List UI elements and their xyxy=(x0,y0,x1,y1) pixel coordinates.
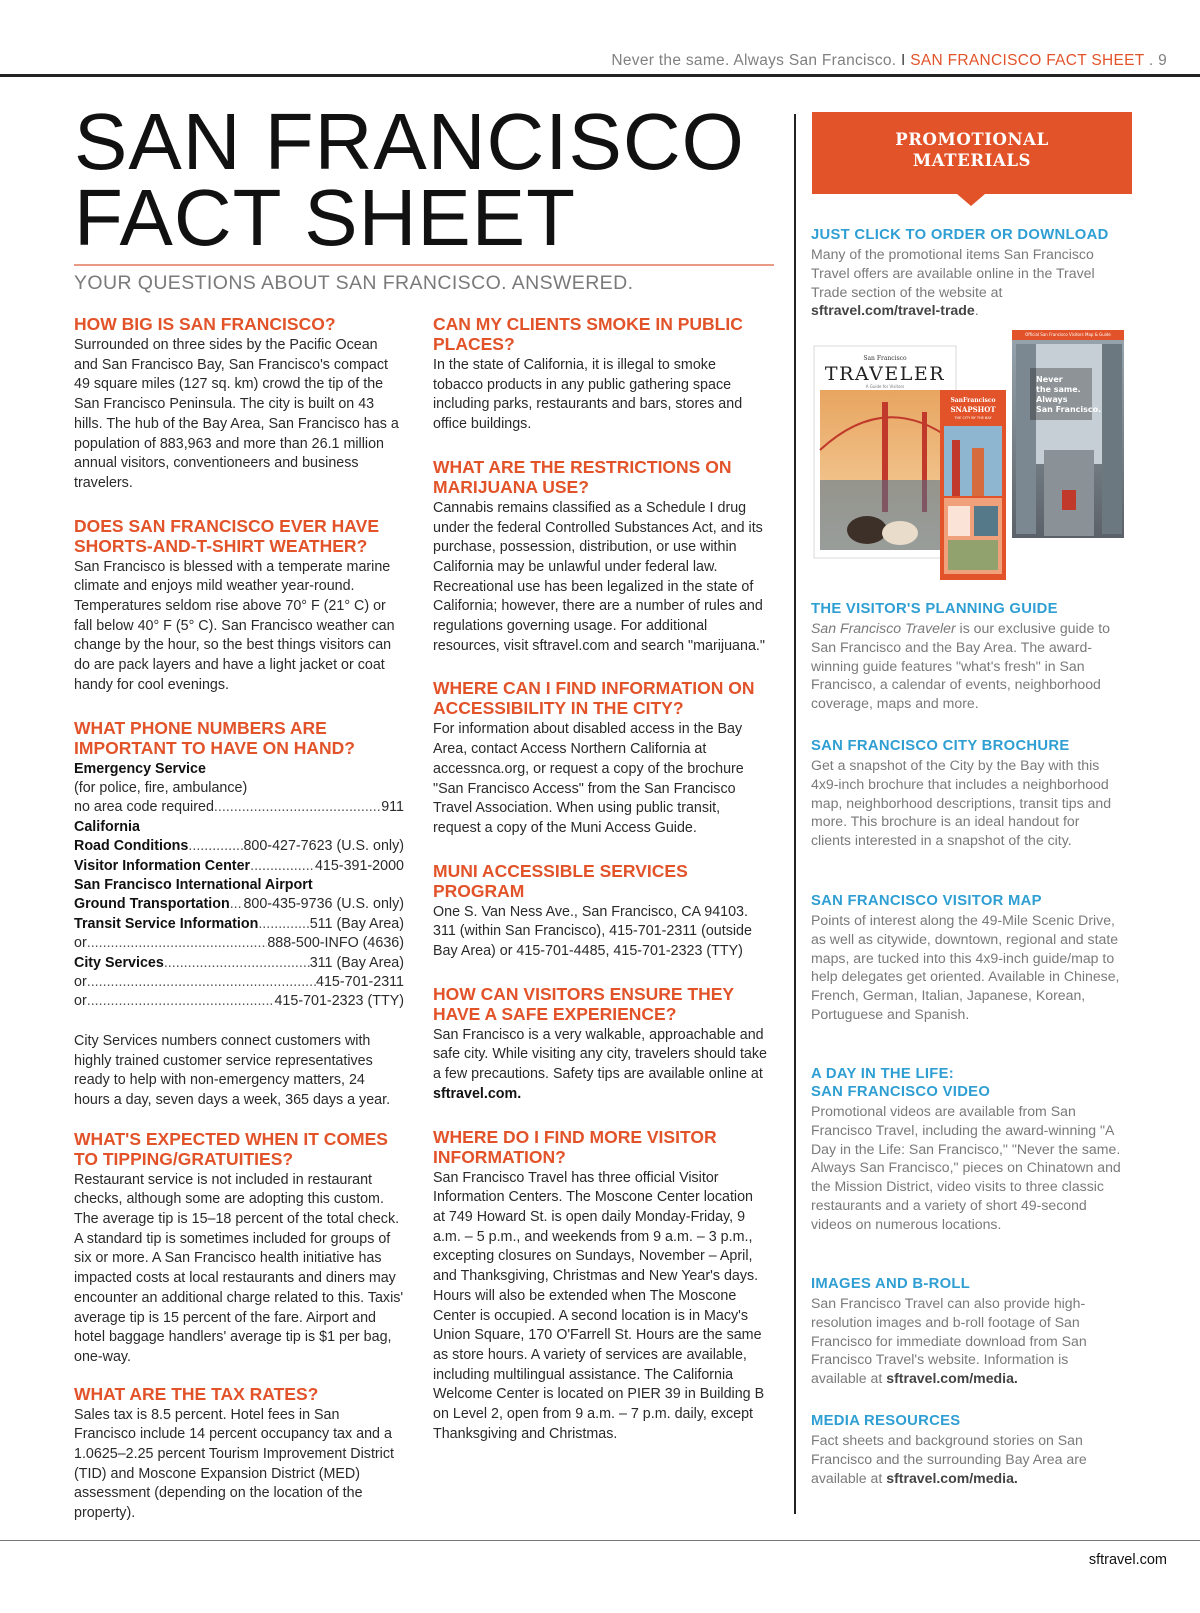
traveler-small: San Francisco xyxy=(863,355,907,362)
page-title xyxy=(74,97,745,262)
faq-question: CAN MY CLIENTS SMOKE IN PUBLIC PLACES? xyxy=(433,314,743,354)
phone-number: 311 (Bay Area) xyxy=(309,954,404,971)
phone-label: Road Conditions xyxy=(74,838,189,855)
phone-row xyxy=(74,934,404,953)
faq-question: WHERE CAN I FIND INFORMATION ON ACCESSIBILITY IN THE CITY? xyxy=(433,678,755,719)
map-tag-3: Always xyxy=(1036,395,1068,404)
side-heading: MEDIA RESOURCES xyxy=(811,1413,961,1429)
side-heading: SAN FRANCISCO VIDEO xyxy=(811,1084,991,1100)
faq-tipping xyxy=(74,1129,404,1368)
phone-row xyxy=(74,857,404,876)
faq-question: WHERE DO I FIND MORE VISITOR INFORMATION? xyxy=(433,1126,717,1167)
faq-question: WHAT ARE THE TAX RATES? xyxy=(74,1383,319,1404)
faq-accessibility xyxy=(433,678,767,838)
faq-answer: In the state of California, it is illegal to smoke tobacco products in any public gathering space including parks, restaurants and bars, stores and office buildings. xyxy=(433,357,743,433)
promo-covers-image xyxy=(812,330,1132,592)
traveler-name: San Francisco Traveler xyxy=(811,620,956,636)
side-text-end: . xyxy=(974,302,979,319)
side-text xyxy=(811,1294,1121,1388)
faq-answer: Sales tax is 8.5 percent. Hotel fees in San Francisco include 14 percent occupancy tax and a 1.0625–2.25 percent Tourism Improvement District (TID) and Moscone Expansion District (MED) assessment (depending on the location of the property). xyxy=(74,1406,394,1522)
faq-answer: Surrounded on three sides by the Pacific Ocean and San Francisco Bay, San Francisco's compact 49 square miles (127 sq. km) crowd the tip of the San Francisco Peninsula. The city is built on 43 hills. The hub of the Bay Area, San Francisco has a population of 883,963 and more than 26.1 million annual visitors, conventioneers and business travelers. xyxy=(74,337,399,491)
side-text-body: San Francisco Travel can also provide high-resolution images and b-roll footage of San Francisco for immediate download from San Francisco Travel's website. Information is available at xyxy=(811,1295,1087,1387)
traveler-cover xyxy=(814,346,956,558)
phone-row xyxy=(74,973,404,992)
phone-number: 911 xyxy=(381,799,404,816)
side-heading: SAN FRANCISCO VISITOR MAP xyxy=(811,893,1042,909)
snapshot-brand: SanFrancisco xyxy=(950,397,996,404)
side-text-body: Fact sheets and background stories on San Francisco and the surrounding Bay Area are available at xyxy=(811,1432,1087,1486)
snapshot-title: SNAPSHOT xyxy=(950,405,996,414)
phone-number: 415-701-2323 (TTY) xyxy=(274,993,404,1010)
faq-safety xyxy=(433,984,767,1105)
phone-row xyxy=(74,992,404,1011)
faq-answer-text: San Francisco is a very walkable, approachable and safe city. While visiting any city, travelers should take a few precautions. Safety tips are available online at xyxy=(433,1026,767,1083)
page-number: . 9 xyxy=(1148,52,1167,69)
faq-answer: San Francisco Travel has three official Visitor Information Centers. The Moscone Center location at 749 Howard St. is open daily Monday-Friday, 9 a.m. – 5 p.m., and weekends from 9 a.m. – 3 p.m., excepting closures on Sundays, November – April, and Thanksgiving, Christmas and New Year's days. Hours will also be extended when The Moscone Center is occupied. A second location is in Macy's Union Square, 170 O'Farrell St. Hours are the same as store hours. A variety of services are available, including multilingual assistance. The California Welcome Center is located on PIER 39 in Building B on Level 2, open from 9 a.m. – 7 p.m. daily, except Thanksgiving and Christmas. xyxy=(433,1169,765,1442)
side-text xyxy=(811,1431,1121,1487)
phone-list xyxy=(74,760,404,1012)
phone-row xyxy=(74,837,404,856)
faq-question: WHAT'S EXPECTED WHEN IT COMES TO TIPPING/GRATUITIES? xyxy=(74,1128,388,1169)
travel-trade-link[interactable]: sftravel.com/travel-trade xyxy=(811,302,975,319)
phone-number: 800-427-7623 (U.S. only) xyxy=(243,838,404,855)
page-subtitle: YOUR QUESTIONS ABOUT SAN FRANCISCO. ANSWERED. xyxy=(74,272,634,294)
header-rule xyxy=(0,74,1200,77)
faq-answer: For information about disabled access in the Bay Area, contact Access Northern California at accessnca.org, or request a copy of the brochure "San Francisco Access" from the San Francisco Travel Association. When using public transit, request a copy of the Muni Access Guide. xyxy=(433,721,744,836)
side-text: Get a snapshot of the City by the Bay with this 4x9-inch brochure that includes a neighborhood map, neighborhood descriptions, transit tips and more. This brochure is an ideal handout for clients interested in a snapshot of the city. xyxy=(811,757,1112,849)
page-title-line2: FACT SHEET xyxy=(74,173,576,262)
column-middle xyxy=(433,314,767,1466)
side-text: Promotional videos are available from San Francisco Travel, including the award-winning "A Day in the Life: San Francisco," "Never the same. Always San Francisco," pieces on Chinatown and the Mission District, video visits to three classic restaurants and a variety of short 49-second videos on numerous locations. xyxy=(811,1103,1121,1232)
phone-number: 511 (Bay Area) xyxy=(309,915,404,932)
media-link[interactable]: sftravel.com/media. xyxy=(886,1469,1018,1486)
side-heading: A DAY IN THE LIFE: xyxy=(811,1066,954,1082)
phone-label: or xyxy=(74,993,87,1010)
phone-number: 888-500-INFO (4636) xyxy=(267,935,404,952)
faq-smoking xyxy=(433,314,767,435)
side-text-body: Many of the promotional items San Francisco Travel offers are available online in the Travel Trade section of the website at xyxy=(811,246,1095,300)
title-rule xyxy=(74,264,774,266)
header-separator: I xyxy=(901,52,906,69)
side-heading: THE VISITOR'S PLANNING GUIDE xyxy=(811,601,1058,617)
faq-answer: Cannabis remains classified as a Schedule I drug under the federal Controlled Substances Act, and its purchase, possession, distribution, or use within California may be unlawful under federal law. Recreational use has been legalized in the state of California; however, there are a number of rules and regulations governing usage. For additional resources, visit sftravel.com and search "marijuana." xyxy=(433,499,765,654)
phone-group-note: (for police, fire, ambulance) xyxy=(74,779,248,796)
faq-question: MUNI ACCESSIBLE SERVICES PROGRAM xyxy=(433,860,688,901)
faq-answer: Restaurant service is not included in restaurant checks, although some are adopting this custom. The average tip is 15–18 percent of the total check. A standard tip is sometimes included for groups of six or more. A San Francisco health initiative has impacted costs at local restaurants and diners may encounter an additional charge related to this. Taxis' average tip is 15 percent of the fare. Airport and hotel baggage handlers' average tip is $1 per bag, one-way. xyxy=(74,1171,404,1365)
phone-note: City Services numbers connect customers with highly trained customer service representatives ready to help with non-emergency matters, 24 hours a day, seven days a week, 365 days a year. xyxy=(74,1032,391,1108)
faq-tax xyxy=(74,1384,404,1524)
phone-group-california: California xyxy=(74,818,140,835)
safety-link[interactable]: sftravel.com. xyxy=(433,1085,522,1102)
faq-visitor-info xyxy=(433,1127,767,1445)
side-text xyxy=(811,619,1121,713)
side-text-body: is our exclusive guide to San Francisco and the Bay Area. The award-winning guide features "what's fresh" in San Francisco, a calendar of events, neighborhood coverage, maps and more. xyxy=(811,620,1110,712)
faq-muni xyxy=(433,861,767,962)
phone-number: 415-391-2000 xyxy=(314,857,404,874)
side-city-brochure xyxy=(811,737,1121,850)
faq-size xyxy=(74,314,404,494)
footer-url[interactable]: sftravel.com xyxy=(1088,1552,1167,1568)
side-order xyxy=(811,226,1121,320)
media-link[interactable]: sftravel.com/media. xyxy=(886,1370,1018,1387)
faq-answer: San Francisco is blessed with a temperate marine climate and enjoys mild weather year-round. Temperatures seldom rise above 70° F (21° C) or fall below 40° F (5° C). San Francisco weather can change by the hour, so the best things visitors can do are pack layers and have a light jacket or coat handy for cool evenings. xyxy=(74,558,395,693)
faq-answer: One S. Van Ness Ave., San Francisco, CA 94103. 311 (within San Francisco), 415-701-2311 (outside Bay Area) or 415-701-4485, 415-701-2323 (TTY) xyxy=(433,903,752,960)
phone-label: Transit Service Information xyxy=(74,915,259,932)
side-heading: SAN FRANCISCO CITY BROCHURE xyxy=(811,738,1070,754)
faq-answer xyxy=(433,1026,767,1105)
header-section: SAN FRANCISCO FACT SHEET xyxy=(910,52,1145,69)
side-images xyxy=(811,1275,1121,1388)
footer-rule xyxy=(0,1540,1200,1541)
faq-question: HOW CAN VISITORS ENSURE THEY HAVE A SAFE EXPERIENCE? xyxy=(433,983,734,1024)
side-heading: JUST CLICK TO ORDER OR DOWNLOAD xyxy=(811,227,1109,243)
phone-label: Ground Transportation xyxy=(74,896,230,913)
traveler-sub: A Guide for Visitors xyxy=(865,384,905,389)
faq-question: DOES SAN FRANCISCO EVER HAVE SHORTS-AND-T-SHIRT WEATHER? xyxy=(74,515,379,556)
phone-group-airport: San Francisco International Airport xyxy=(74,876,313,893)
faq-question: WHAT PHONE NUMBERS ARE IMPORTANT TO HAVE ON HAND? xyxy=(74,717,355,758)
header-tagline: Never the same. Always San Francisco. xyxy=(611,52,897,69)
map-tag-1: Never xyxy=(1036,375,1063,384)
phone-row xyxy=(74,895,404,914)
map-tag-4: San Francisco. xyxy=(1036,405,1102,414)
phone-label: Visitor Information Center xyxy=(74,857,251,874)
promo-banner xyxy=(812,112,1132,194)
phone-row xyxy=(74,954,404,973)
side-text: Points of interest along the 49-Mile Scenic Drive, as well as citywide, downtown, regional and state maps, are tucked into this 4x9-inch guide/map to help delegates get oriented. Available in Chinese, French, German, Italian, Japanese, Korean, Portuguese and Spanish. xyxy=(811,912,1120,1022)
faq-question: HOW BIG IS SAN FRANCISCO? xyxy=(74,314,336,334)
phone-number: 800-435-9736 (U.S. only) xyxy=(243,896,404,913)
promo-banner-line2: MATERIALS xyxy=(912,151,1032,170)
phone-label: or xyxy=(74,974,87,991)
side-planning-guide xyxy=(811,600,1121,713)
visitor-map-cover xyxy=(1012,330,1124,538)
map-header: Official San Francisco Visitors Map & Guide xyxy=(1025,332,1111,337)
phone-number: 415-701-2311 xyxy=(316,974,404,991)
side-media xyxy=(811,1412,1121,1487)
snapshot-cover xyxy=(940,390,1006,580)
faq-phones xyxy=(74,718,404,1111)
phone-group-emergency: Emergency Service xyxy=(74,760,206,777)
map-tag-2: the same. xyxy=(1036,385,1081,394)
side-visitor-map xyxy=(811,892,1121,1024)
side-heading: IMAGES AND B-ROLL xyxy=(811,1276,971,1292)
phone-label: or xyxy=(74,935,87,952)
phone-row xyxy=(74,915,404,934)
banner-pointer xyxy=(957,194,985,206)
traveler-title: TRAVELER xyxy=(824,363,946,385)
phone-label: no area code required xyxy=(74,799,214,816)
faq-weather xyxy=(74,516,404,696)
phone-row xyxy=(74,798,404,817)
faq-marijuana xyxy=(433,457,767,657)
snapshot-sub: THE CITY BY THE BAY xyxy=(954,416,992,420)
faq-question: WHAT ARE THE RESTRICTIONS ON MARIJUANA USE? xyxy=(433,456,732,497)
side-video xyxy=(811,1065,1121,1234)
page-title-line1: SAN FRANCISCO xyxy=(74,97,745,186)
side-text xyxy=(811,245,1121,320)
phone-label: City Services xyxy=(74,954,164,971)
promo-banner-line1: PROMOTIONAL xyxy=(895,130,1049,149)
column-divider xyxy=(794,114,796,1514)
column-left xyxy=(74,314,404,1546)
running-header xyxy=(611,52,1167,70)
